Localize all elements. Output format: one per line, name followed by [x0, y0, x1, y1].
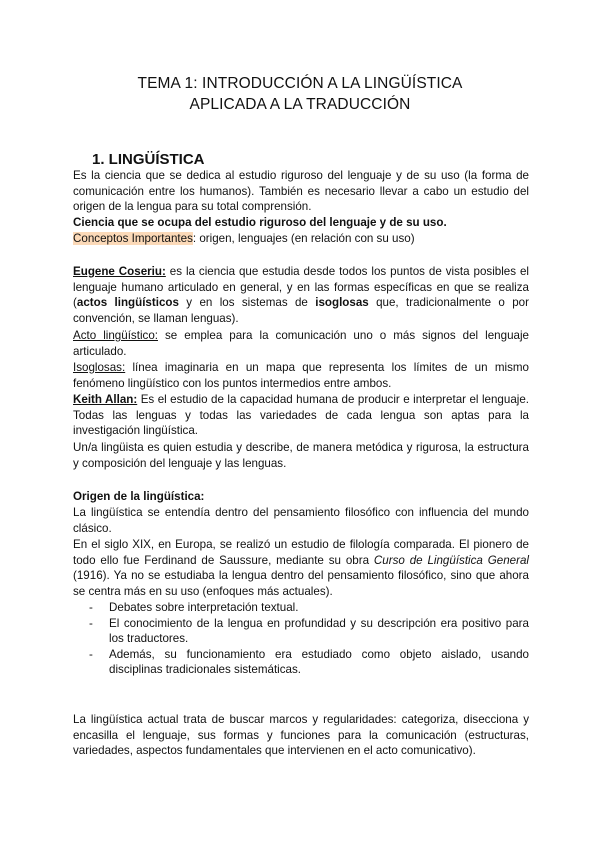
coseriu-bold-actos: actos lingüísticos — [76, 296, 179, 310]
dash-marker: - — [89, 616, 93, 630]
intro-paragraph: Es la ciencia que se dedica al estudio riguroso del lenguaje y de su uso (la forma de comunicación entre los humanos). También es necesario llevar a cabo un estudio del origen de la lengua para su total comprensión. — [73, 169, 529, 214]
dash-marker: - — [89, 647, 93, 661]
document-title-line1: TEMA 1: INTRODUCCIÓN A LA LINGÜÍSTICA — [137, 75, 463, 92]
concepts-text: : origen, lenguajes (en relación con su uso) — [192, 232, 415, 245]
origin-paragraph-1: La lingüística se entendía dentro del pensamiento filosófico con influencia del mundo clásico. — [73, 506, 529, 535]
dash-marker: - — [89, 601, 93, 614]
coseriu-text-b: y en los sistemas de — [178, 296, 316, 310]
isoglosas-definition — [73, 360, 529, 391]
list-item — [73, 647, 529, 678]
origin-bullet-list — [73, 600, 529, 678]
concepts-highlight: Conceptos Importantes — [73, 232, 193, 245]
origin-p2-b: (1916). Ya no se estudiaba la lengua dentro del pensamiento filosófico, sino que ahora se centra más en su uso (enfoques más actuales). — [73, 569, 529, 598]
origin-p2-a: En el siglo XIX, en Europa, se realizó un estudio de filología comparada. El pionero de todo ello fue Ferdinand de Saussure, mediante su obra — [73, 538, 529, 567]
coseriu-bold-isoglosas: isoglosas — [315, 296, 369, 310]
bullet-text: Además, su funcionamiento era estudiado como objeto aislado, usando disciplinas tradicionales sistemáticas. — [109, 647, 529, 677]
coseriu-definition — [73, 264, 529, 326]
bold-summary — [73, 216, 447, 229]
acto-term: Acto lingüístico: — [73, 329, 158, 342]
origin-paragraph-2 — [73, 537, 529, 599]
acto-definition — [73, 328, 529, 359]
isoglosas-text: línea imaginaria en un mapa que representa los límites de un mismo fenómeno lingüístico con los puntos intermedios entre ambos. — [73, 361, 529, 390]
bullet-text: Debates sobre interpretación textual. — [109, 601, 299, 614]
concepts-line — [73, 232, 415, 245]
document-title-line2: APLICADA A LA TRADUCCIÓN — [189, 96, 411, 113]
list-item — [73, 600, 529, 616]
linguist-paragraph: Un/a lingüista es quien estudia y describe, de manera metódica y rigurosa, la estructura y composición del lenguaje y las lenguas. — [73, 441, 529, 470]
allan-definition — [73, 392, 529, 439]
bold-summary-text: Ciencia que se ocupa del estudio riguroso del lenguaje y de su uso. — [73, 216, 447, 229]
isoglosas-term: Isoglosas: — [73, 361, 126, 374]
coseriu-text-c: que, tradicionalmente o por convención, se llaman lenguas). — [73, 296, 529, 325]
origin-heading — [73, 490, 204, 503]
coseriu-name: Eugene Coseriu: — [73, 265, 166, 278]
closing-paragraph: La lingüística actual trata de buscar marcos y regularidades: categoriza, disecciona y encasilla el lenguaje, sus formas y funciones para la comunicación (estructuras, variedades, aspectos fundamentales que intervienen en el acto comunicativo). — [73, 713, 529, 758]
origin-heading-text: Origen de la lingüística: — [73, 490, 205, 503]
bullet-text: El conocimiento de la lengua en profundidad y su descripción era positivo para los traductores. — [109, 616, 529, 646]
acto-text: se emplea para la comunicación uno o más signos del lenguaje articulado. — [73, 329, 529, 358]
allan-text: Es el estudio de la capacidad humana de producir e interpretar el lenguaje. Todas las lenguas y todas las variedades de cada lengua son aptas para la investigación lingüística. — [73, 393, 530, 438]
list-item — [73, 616, 529, 647]
saussure-book-title: Curso de Lingüística General — [373, 553, 529, 567]
section-heading-linguistica: 1. LINGÜÍSTICA — [92, 151, 205, 168]
allan-name: Keith Allan: — [73, 393, 138, 406]
coseriu-text-a: es la ciencia que estudia desde todos los puntos de vista posibles el lenguaje humano articulado en general, y en las formas específicas en que se realiza ( — [73, 265, 529, 310]
